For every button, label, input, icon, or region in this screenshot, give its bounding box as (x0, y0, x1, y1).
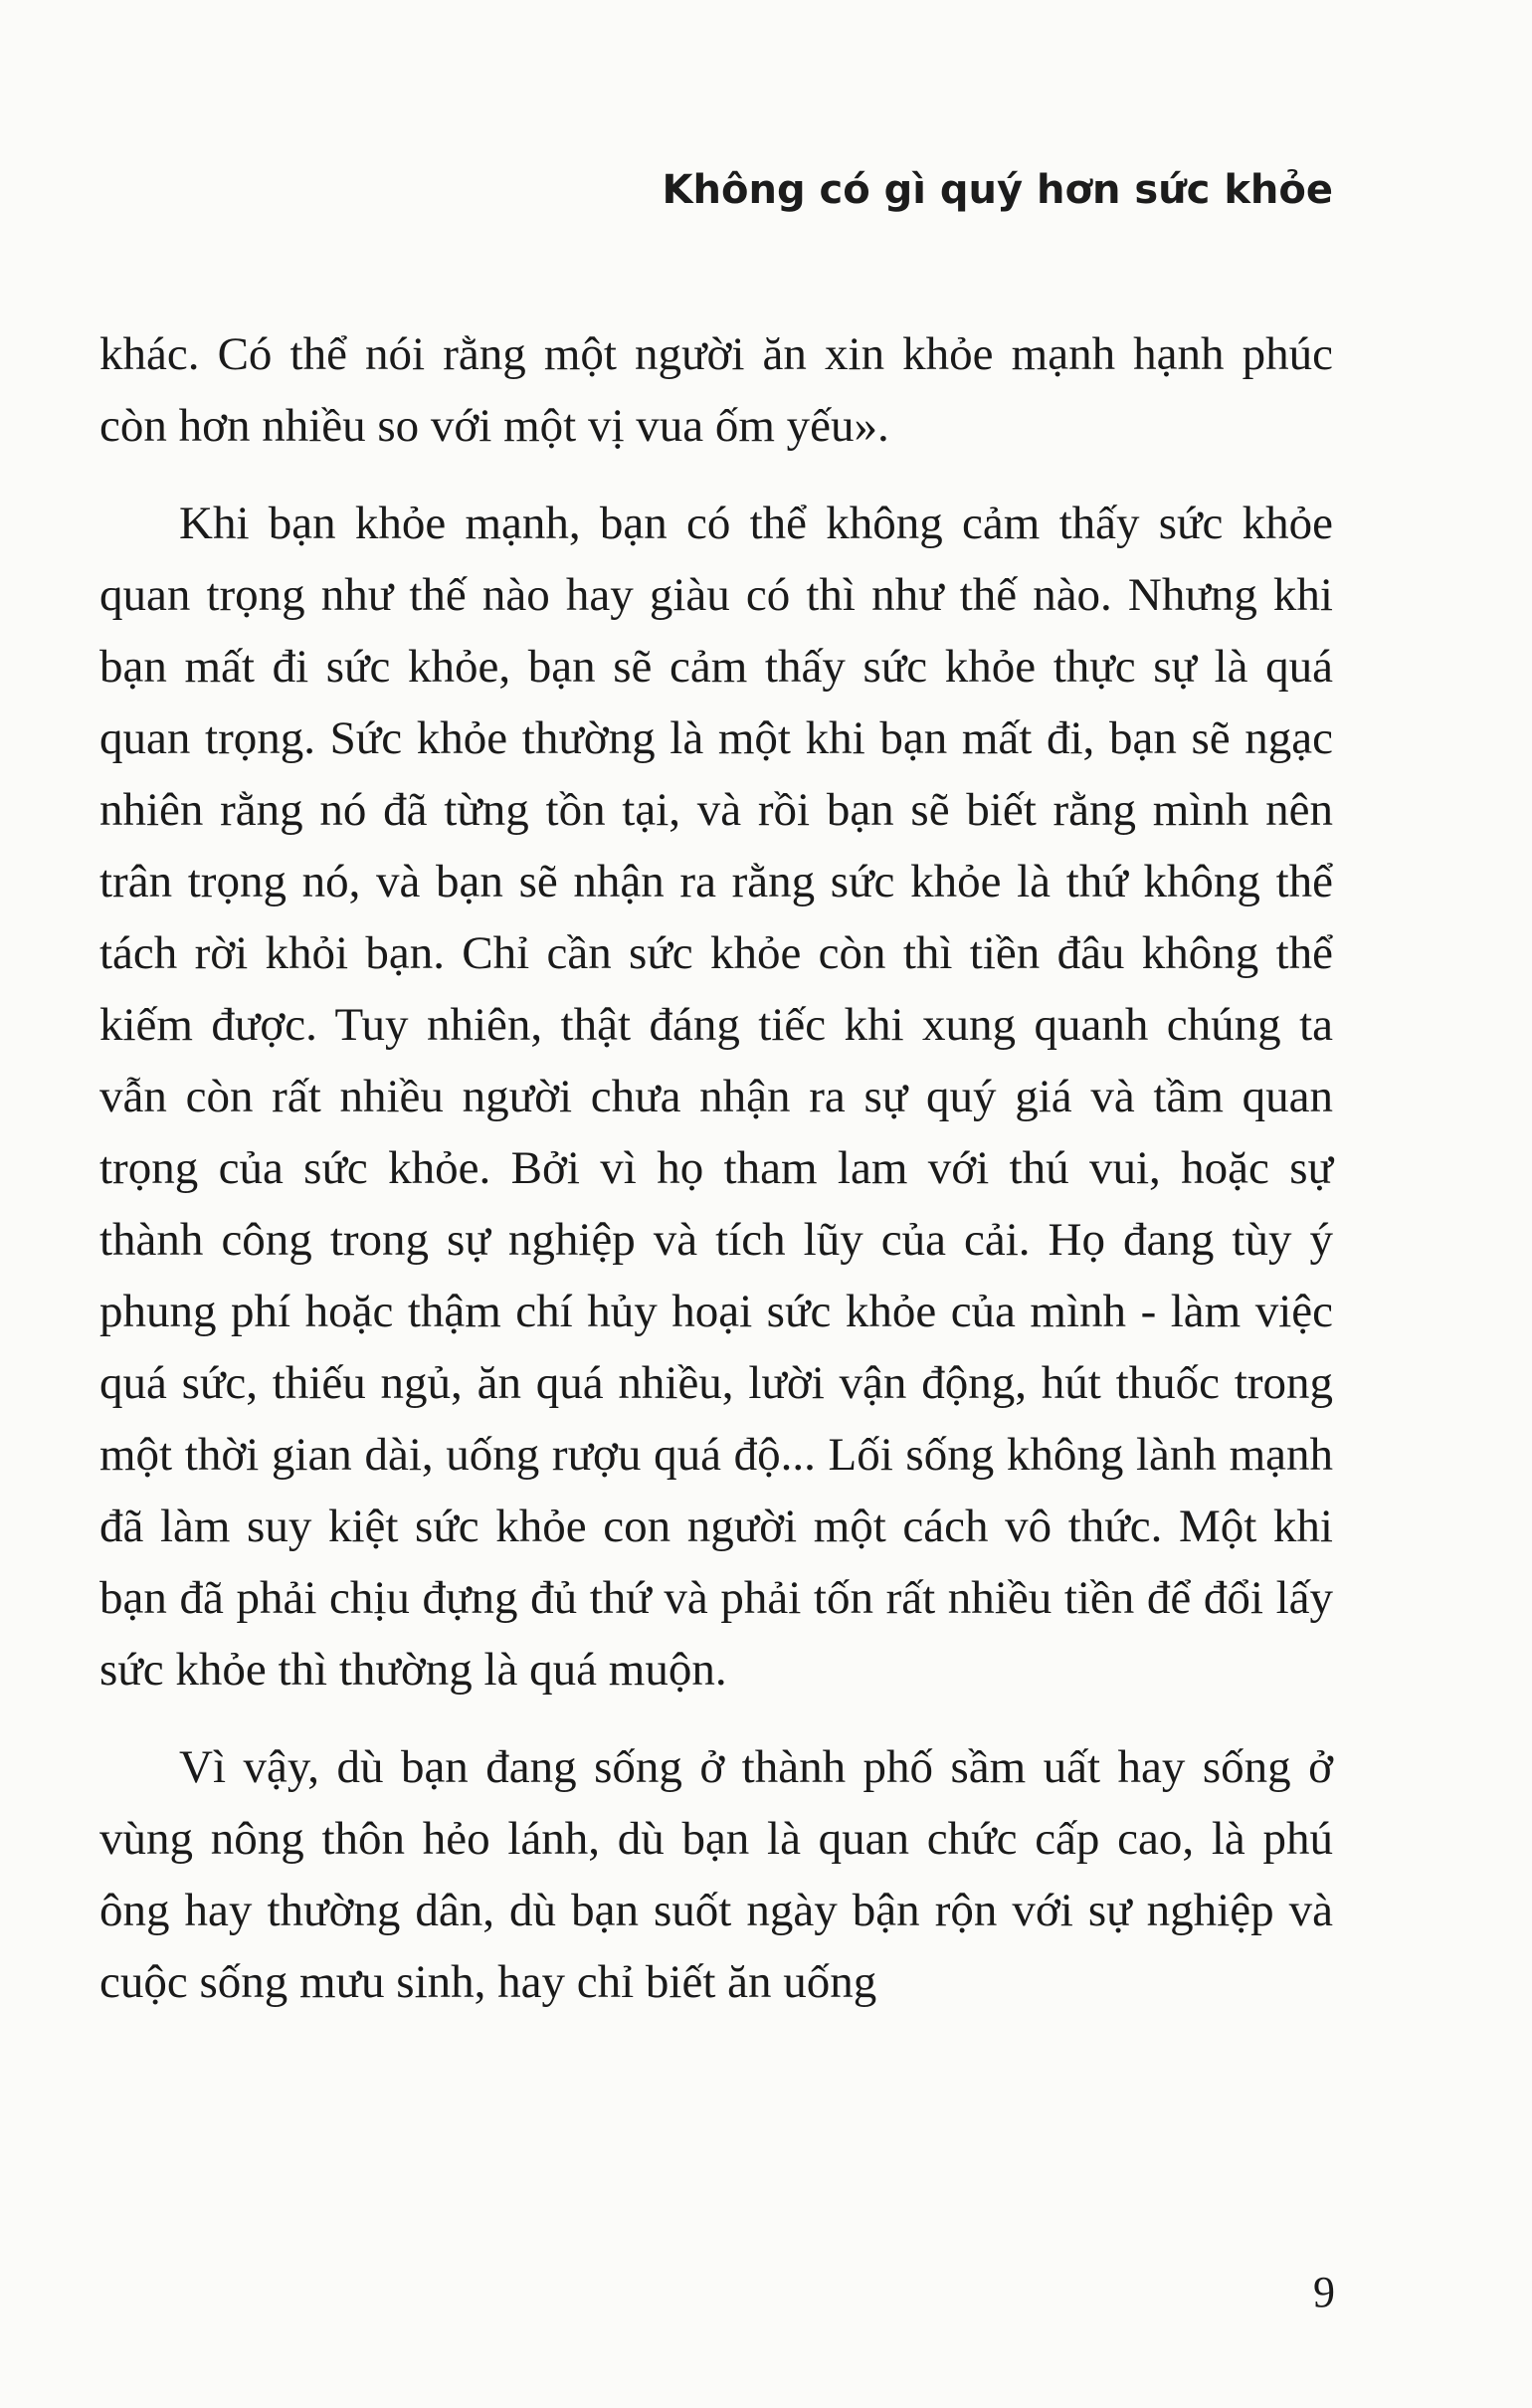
paragraph-health-importance: Khi bạn khỏe mạnh, bạn có thể không cảm thấy sức khỏe quan trọng như thế nào hay giàu có thì như thế nào. Nhưng khi bạn mất đi sức khỏe, bạn sẽ cảm thấy sức khỏe thực sự là quá quan trọng. Sức khỏe thường là một khi bạn mất đi, bạn sẽ ngạc nhiên rằng nó đã từng tồn tại, và rồi bạn sẽ biết rằng mình nên trân trọng nó, và bạn sẽ nhận ra rằng sức khỏe là thứ không thể tách rời khỏi bạn. Chỉ cần sức khỏe còn thì tiền đâu không thể kiếm được. Tuy nhiên, thật đáng tiếc khi xung quanh chúng ta vẫn còn rất nhiều người chưa nhận ra sự quý giá và tầm quan trọng của sức khỏe. Bởi vì họ tham lam với thú vui, hoặc sự thành công trong sự nghiệp và tích lũy của cải. Họ đang tùy ý phung phí hoặc thậm chí hủy hoại sức khỏe của mình - làm việc quá sức, thiếu ngủ, ăn quá nhiều, lười vận động, hút thuốc trong một thời gian dài, uống rượu quá độ... Lối sống không lành mạnh đã làm suy kiệt sức khỏe con người một cách vô thức. Một khi bạn đã phải chịu đựng đủ thứ và phải tốn rất nhiều tiền để đổi lấy sức khỏe thì thường là quá muộn. (99, 498, 1333, 1696)
paragraph-conclusion-start: Vì vậy, dù bạn đang sống ở thành phố sầm uất hay sống ở vùng nông thôn hẻo lánh, dù bạn là quan chức cấp cao, là phú ông hay thường dân, dù bạn suốt ngày bận rộn với sự nghiệp và cuộc sống mưu sinh, hay chỉ biết ăn uống (99, 1741, 1333, 2008)
running-header-title: Không có gì quý hơn sức khỏe (662, 167, 1333, 213)
page-number: 9 (1313, 2268, 1335, 2316)
paragraph-continuation: khác. Có thể nói rằng một người ăn xin khỏe mạnh hạnh phúc còn hơn nhiều so với một vị vua ốm yếu». (99, 328, 1333, 452)
body-text (99, 318, 1333, 2018)
